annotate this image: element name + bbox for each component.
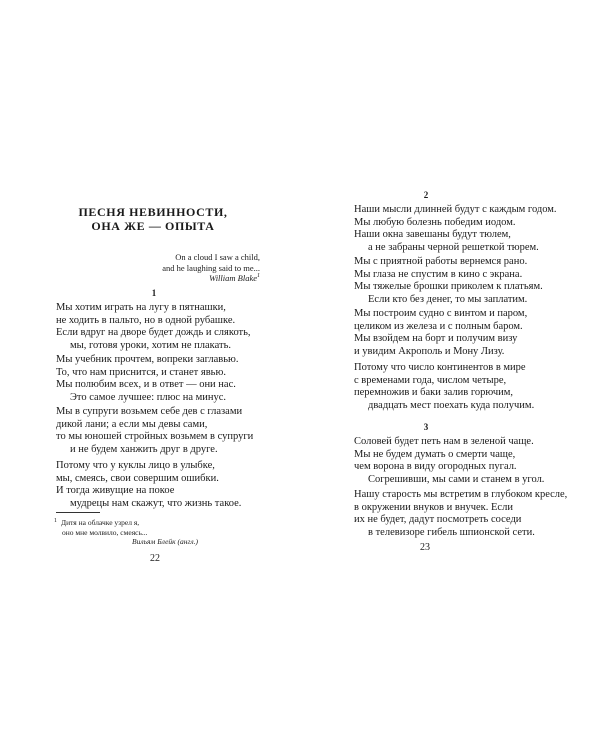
verse-line: а не забраны черной решеткой тюрем. xyxy=(368,241,539,253)
verse-line: не ходить в пальто, но в одной рубашке. xyxy=(56,314,236,326)
verse-line: Мы построим судно с винтом и паром, xyxy=(354,308,528,319)
stanza xyxy=(56,460,241,510)
verse-line: мудрецы нам скажут, что жизнь такое. xyxy=(70,497,242,509)
page-number-right: 23 xyxy=(420,542,430,553)
verse-line: дикой лани; а если мы девы сами, xyxy=(56,418,208,430)
section-number-2: 2 xyxy=(423,190,429,200)
verse-line: Мы не будем думать о смерти чаще, xyxy=(354,448,516,460)
verse-line: Согрешивши, мы сами и станем в угол. xyxy=(368,473,545,485)
verse-line: Мы в супруги возьмем себе дев с глазами xyxy=(56,406,243,417)
verse-line: в окружении внуков и внучек. Если xyxy=(354,501,513,513)
verse-line: Мы хотим играть на лугу в пятнашки, xyxy=(56,302,226,313)
verse-line: Мы учебник прочтем, вопреки заглавью. xyxy=(56,354,239,365)
verse-line: чем ворона в виду огородных пугал. xyxy=(354,461,517,473)
section-number-3: 3 xyxy=(423,422,429,432)
verse-line: двадцать мест поехать куда получим. xyxy=(368,399,535,411)
epigraph xyxy=(132,252,260,284)
epigraph-author xyxy=(132,273,260,284)
stanza xyxy=(354,362,534,412)
verse-line: Если кто без денег, то мы заплатим. xyxy=(368,293,528,305)
right-page xyxy=(300,0,600,750)
epigraph-line-1: On a cloud I saw a child, xyxy=(175,252,260,262)
verse-line: с временами года, числом четыре, xyxy=(354,374,507,386)
stanza xyxy=(354,308,527,358)
stanza xyxy=(354,489,567,539)
verse-line: Наши мысли длинней будут с каждым годом. xyxy=(354,204,557,215)
verse-line: Если вдруг на дворе будет дождь и слякоть, xyxy=(56,327,251,339)
footnote-author: Вильям Блейк (англ.) xyxy=(132,537,198,546)
verse-line: Это самое лучшее: плюс на минус. xyxy=(70,391,227,403)
footnote xyxy=(54,518,198,547)
footnote-text-1: Дитя на облачке узрел я, xyxy=(61,518,140,527)
verse-line: и увидим Акрополь и Мону Лизу. xyxy=(354,345,505,357)
verse-line: Наши окна завешаны будут тюлем, xyxy=(354,229,511,241)
verse-line: целиком из железа и с полным баром. xyxy=(354,320,523,332)
verse-line: Мы глаза не спустим в кино с экрана. xyxy=(354,268,523,280)
footnote-marker: 1 xyxy=(54,517,57,524)
verse-line: перемножив и баки залив горючим, xyxy=(354,387,513,399)
footnote-divider xyxy=(56,512,100,513)
poem-title-line-2: ОНА ЖЕ — ОПЫТА xyxy=(91,219,215,233)
verse-line: мы, готовя уроки, хотим не плакать. xyxy=(70,339,231,351)
stanza xyxy=(56,302,251,352)
verse-line: Мы с приятной работы вернемся рано. xyxy=(354,256,528,267)
verse-line: Мы любую болезнь победим иодом. xyxy=(354,216,516,228)
epigraph-line-2: and he laughing said to me... xyxy=(162,262,260,273)
verse-line: То, что нам приснится, и станет явью. xyxy=(56,366,226,378)
verse-line: Мы тяжелые брошки приколем к платьям. xyxy=(354,281,543,293)
verse-line: И тогда живущие на покое xyxy=(56,485,175,497)
verse-line: Нашу старость мы встретим в глубоком кресле, xyxy=(354,489,568,500)
epigraph-author-name: William Blake xyxy=(209,273,257,283)
verse-line: Потому что у куклы лицо в улыбке, xyxy=(56,460,215,471)
footnote-reference: 1 xyxy=(257,273,260,280)
verse-line: Мы взойдем на борт и получим визу xyxy=(354,333,518,345)
stanza xyxy=(56,354,239,404)
page-number-left: 22 xyxy=(150,553,160,564)
stanza xyxy=(56,406,253,456)
verse-line: то мы юношей стройных возьмем в супруги xyxy=(56,431,254,443)
poem-title xyxy=(78,205,228,233)
footnote-line-2: оно мне молвило, смеясь... xyxy=(62,527,148,537)
verse-line: их не будет, дадут посмотреть соседи xyxy=(354,514,522,526)
footnote-line-1 xyxy=(54,518,198,528)
verse-line: Соловей будет петь нам в зеленой чаще. xyxy=(354,436,534,447)
verse-line: и не будем ханжить друг в друге. xyxy=(70,443,218,455)
verse-line: в телевизоре гибель шпионской сети. xyxy=(368,526,535,538)
section-number-1: 1 xyxy=(151,288,157,298)
stanza xyxy=(354,256,543,306)
verse-line: мы, смеясь, свои совершим ошибки. xyxy=(56,472,219,484)
stanza xyxy=(354,204,557,254)
poem-title-line-1: ПЕСНЯ НЕВИННОСТИ, xyxy=(78,205,228,219)
stanza xyxy=(354,436,544,486)
verse-line: Потому что число континентов в мире xyxy=(354,362,526,373)
verse-line: Мы полюбим всех, и в ответ — они нас. xyxy=(56,379,236,391)
